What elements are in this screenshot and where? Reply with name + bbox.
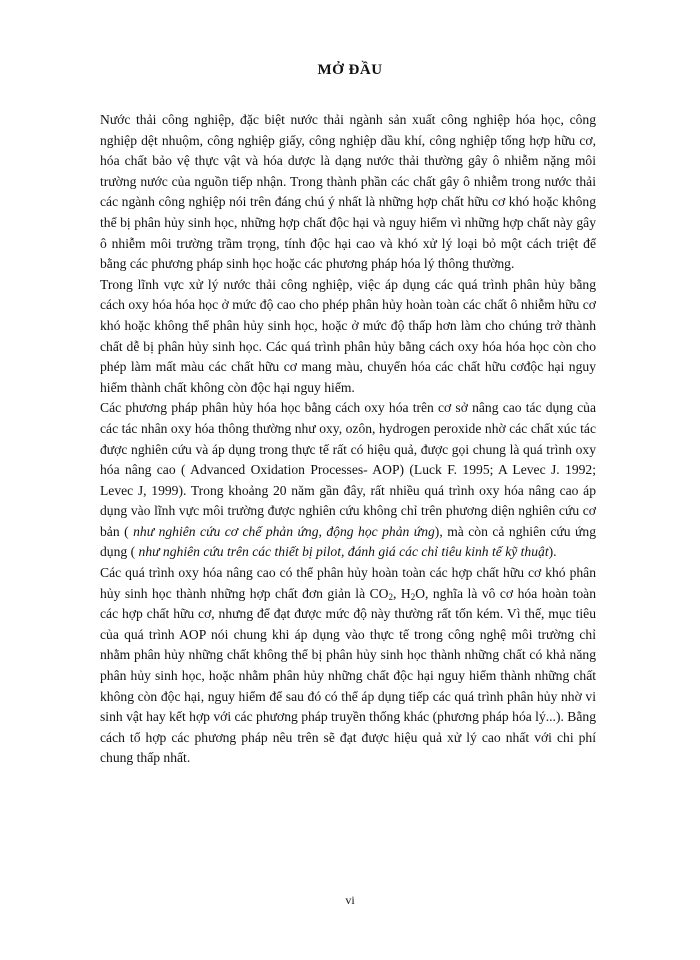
paragraph-4-text-2: , H xyxy=(392,585,411,601)
paragraph-3-text-2: ), mà còn cả nghiên cứu ứng dụng ( xyxy=(100,523,596,560)
paragraph-3 xyxy=(100,398,596,563)
co2-subscript: 2 xyxy=(388,591,393,602)
paragraph-4-text-1: Các quá trình oxy hóa nâng cao có thể phân hủy hoàn toàn các hợp chất hữu cơ khó phân hủy sinh học thành những hợp chất đơn giản là CO xyxy=(100,565,596,601)
paragraph-3-text-3: ). xyxy=(548,544,557,560)
paragraph-4 xyxy=(100,563,596,769)
paragraph-1: Nước thải công nghiệp, đặc biệt nước thải ngành sản xuất công nghiệp hóa học, công nghiệp dệt nhuộm, công nghiệp giấy, công nghiệp dầu khí, công nghiệp tổng hợp hữu cơ, hóa chất bảo vệ thực vật và hóa dược là dạng nước thải thường gây ô nhiễm nặng môi trường nước của nguồn tiếp nhận. Trong thành phần các chất gây ô nhiễm trong nước thải các ngành công nghiệp nói trên đáng chú ý nhất là những hợp chất hữu cơ khó hoặc không thể bị phân hủy sinh học, những hợp chất độc hại và nguy hiểm vì những hợp chất này gây ô nhiễm môi trường trầm trọng, tính độc hại cao và khó xử lý loại bỏ một cách triệt để bằng các phương pháp sinh học hoặc các phương pháp hóa lý thông thường. xyxy=(100,112,596,272)
paragraph-4-text-3: O, nghĩa là vô cơ hóa hoàn toàn các hợp chất hữu cơ, nhưng để đạt được mức độ này thường rất tốn kém. Vì thế, mục tiêu của quá trình AOP nói chung khi áp dụng vào thực tế trong công nghệ môi trường chỉ nhằm phân hủy những chất không thể bị phân hủy sinh học thành những chất có khả năng phân hủy sinh học, hoặc nhằm phân hủy những chất độc hại nguy hiểm thành những chất không còn độc hại, nguy hiểm để sau đó có thể áp dụng tiếp các quá trình phân hủy nhờ vi sinh vật hay kết hợp với các phương pháp truyền thống khác (phương pháp hóa lý...). Bằng cách tổ hợp các phương pháp nêu trên sẽ đạt được hiệu quả xử lý cao nhất với chi phí chung thấp nhất. xyxy=(100,585,596,766)
body-text xyxy=(100,110,596,769)
paragraph-3-text-1: Các phương pháp phân hủy hóa học bằng cách oxy hóa trên cơ sở nâng cao tác dụng của các tác nhân oxy hóa thông thường như oxy, ozôn, hydrogen peroxide nhờ các chất xúc tác được nghiên cứu và áp dụng trong thực tế rất có hiệu quả, được gọi chung là quá trình oxy hóa nâng cao ( Advanced Oxidation Processes- AOP) (Luck F. 1995; A Levec J. 1992; Levec J, 1999). Trong khoảng 20 năm gần đây, rất nhiều quá trình oxy hóa nâng cao áp dụng vào lĩnh vực môi trường được nghiên cứu không chỉ trên phương diện nghiên cứu cơ bản ( xyxy=(100,400,596,539)
page-number: vi xyxy=(345,893,355,907)
paragraph-3-italic-2: như nghiên cứu trên các thiết bị pilot, đánh giá các chỉ tiêu kinh tế kỹ thuật xyxy=(138,544,549,560)
h2o-subscript: 2 xyxy=(410,591,416,602)
paragraph-3-italic-1: như nghiên cứu cơ chế phản ứng, động học phản ứng xyxy=(128,523,435,539)
page-title: MỞ ĐẦU xyxy=(317,62,383,78)
paragraph-2: Trong lĩnh vực xử lý nước thải công nghiệp, việc áp dụng các quá trình phân hủy bằng cách oxy hóa hóa học ở mức độ cao cho phép phân hủy hoàn toàn các chất ô nhiễm hữu cơ khó hoặc không thể phân hủy sinh học, hoặc ở mức độ thấp hơn làm cho chúng trở thành chất dễ bị phân hủy sinh học. Các quá trình phân hủy bằng cách oxy hóa hóa học còn cho phép làm mất màu các chất hữu cơ mang màu, chuyển hóa các chất hữu cơđộc hại nguy hiểm thành chất không còn độc hại nguy hiểm. xyxy=(100,276,596,395)
